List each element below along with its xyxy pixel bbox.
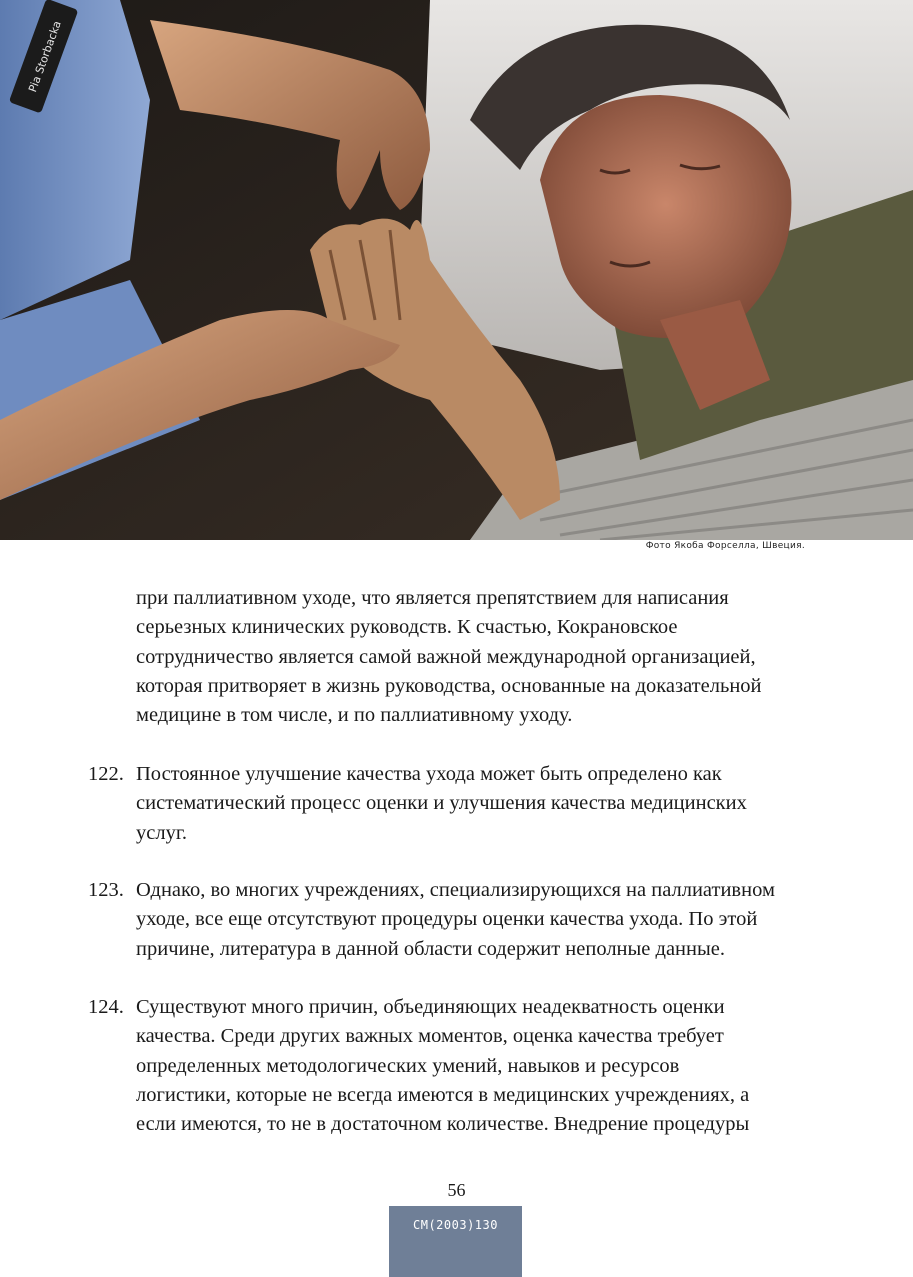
document-code-tab: CM(2003)130 [389, 1206, 522, 1277]
text-line: систематический процесс оценки и улучшения качества медицинских [136, 792, 747, 815]
text-line: при паллиативном уходе, что является препятствием для написания [136, 587, 729, 609]
text-line: качества. Среди других важных моментов, оценка качества требует [136, 1025, 724, 1048]
text-line: логистики, которые не всегда имеются в медицинских учреждениях, а [136, 1083, 750, 1106]
photo-illustration [0, 0, 913, 540]
photo-caption: Фото Якоба Форселла, Швеция. [645, 541, 805, 551]
cover-photo [0, 0, 913, 540]
text-line: Постоянное улучшение качества ухода может быть определено как [136, 763, 722, 785]
text-line: Однако, во многих учреждениях, специализирующихся на паллиативном [136, 879, 775, 901]
text-line: причине, литература в данной области содержит неполные данные. [136, 937, 725, 960]
text-line: серьезных клинических руководств. К счастью, Кокрановское [136, 616, 678, 639]
numbered-paragraph-123 [88, 876, 848, 964]
paragraph-text [136, 993, 848, 1139]
badge-name: Pia Storbacka [26, 19, 64, 94]
numbered-paragraph-122 [88, 760, 848, 848]
paragraph-number: 123. [88, 879, 124, 901]
text-line: которая притворяет в жизнь руководства, основанные на доказательной [136, 674, 762, 697]
text-line: определенных методологических умений, навыков и ресурсов [136, 1054, 680, 1077]
paragraph-text [136, 876, 848, 964]
text-line: Существуют много причин, объединяющих неадекватность оценки [136, 996, 725, 1018]
paragraph-number: 122. [88, 763, 124, 785]
text-line: медицине в том числе, и по паллиативному уходу. [136, 704, 573, 727]
paragraph-number: 124. [88, 996, 124, 1018]
continuation-paragraph [136, 584, 836, 730]
text-line: уходе, все еще отсутствуют процедуры оценки качества ухода. По этой [136, 908, 758, 931]
page-number: 56 [447, 1180, 466, 1200]
text-line: сотрудничество является самой важной международной организацией, [136, 645, 756, 668]
paragraph-text [136, 760, 848, 848]
numbered-paragraph-124 [88, 993, 848, 1139]
text-line: услуг. [136, 821, 188, 844]
text-line: если имеются, то не в достаточном количестве. Внедрение процедуры [136, 1113, 750, 1136]
